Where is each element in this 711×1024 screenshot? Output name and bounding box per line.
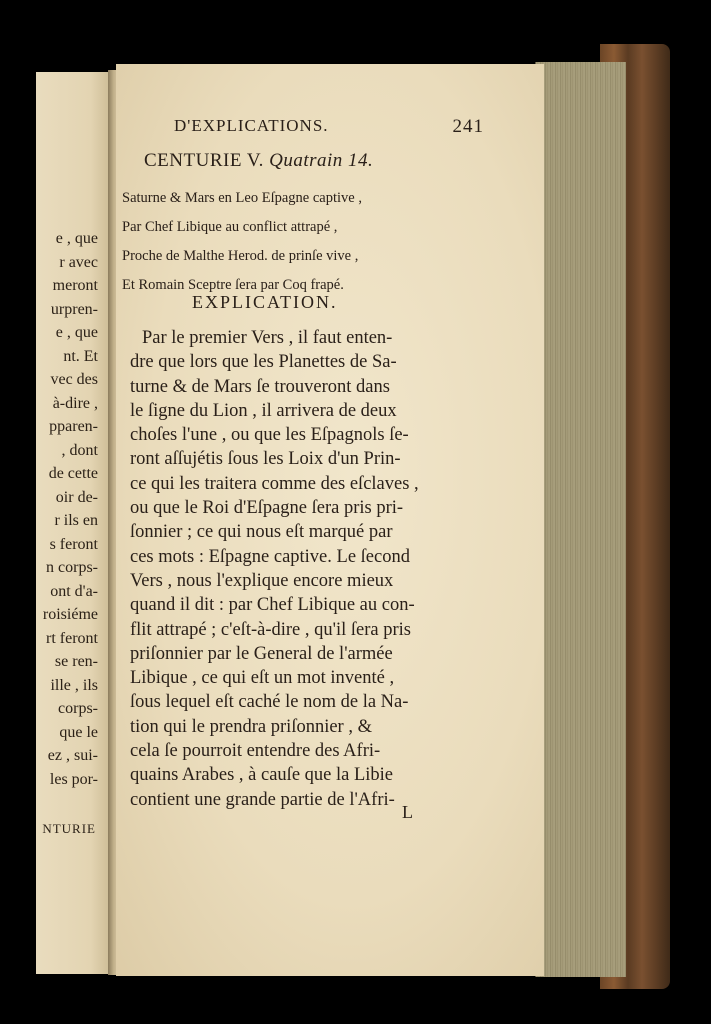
- body-line: Libique , ce qui eſt un mot inventé ,: [130, 668, 395, 689]
- left-page-line: ont d'a-: [50, 582, 98, 600]
- page-number: 241: [452, 116, 484, 137]
- body-line: ſonnier ; ce qui nous eſt marqué par: [130, 522, 393, 543]
- quatrain-label: Quatrain 14.: [269, 150, 374, 171]
- body-line: ſous lequel eſt caché le nom de la Na-: [130, 692, 409, 713]
- verse-line: Proche de Malthe Herod. de prinſe vive ,: [122, 248, 359, 264]
- page-edges: [535, 62, 626, 977]
- left-page-line: de cette: [48, 465, 98, 482]
- centurie-label: CENTURIE V.: [144, 150, 264, 171]
- left-page-line: corps-: [58, 700, 98, 717]
- explication-heading: EXPLICATION.: [192, 292, 338, 312]
- explication-body: [130, 326, 480, 812]
- quatrain-verse: [122, 184, 542, 300]
- left-page-line: , dont: [61, 441, 98, 459]
- quatrain-title: [144, 150, 373, 172]
- verse-line: Par Chef Libique au conflict attrapé ,: [122, 219, 338, 235]
- body-line: contient une grande partie de l'Afri-: [130, 789, 395, 810]
- left-page-text: [36, 227, 114, 791]
- body-line: quains Arabes , à cauſe que la Libie: [130, 765, 394, 786]
- left-page-line: s feront: [49, 535, 98, 553]
- left-page-line: pparen-: [49, 418, 98, 435]
- body-line: ront aſſujétis ſous les Loix d'un Prin-: [130, 449, 401, 470]
- left-page-line: n corps-: [46, 559, 98, 576]
- running-head: [174, 116, 484, 138]
- verse-line: Et Romain Sceptre ſera par Coq frapé.: [122, 277, 344, 293]
- left-page-line: nt. Et: [63, 347, 98, 365]
- left-page: [36, 72, 114, 974]
- running-head-title: D'EXPLICATIONS.: [174, 116, 329, 135]
- body-line: ou que le Roi d'Eſpagne ſera pris pri-: [130, 498, 404, 519]
- left-page-line: urpren-: [50, 300, 98, 318]
- left-page-line: les por-: [49, 770, 98, 788]
- body-line: choſes l'une , ou que les Eſpagnols ſe-: [130, 425, 409, 446]
- left-page-line: oir de-: [55, 488, 98, 506]
- body-line: flit attrapé ; c'eſt-à-dire , qu'il ſera pris: [130, 619, 411, 640]
- body-line: tion qui le prendra priſonnier , &: [130, 716, 372, 737]
- verse-line: Saturne & Mars en Leo Eſpagne captive ,: [122, 190, 362, 206]
- body-line: dre que lors que les Planettes de Sa-: [130, 352, 397, 373]
- left-page-line: vec des: [50, 371, 98, 388]
- left-page-line: meront: [52, 277, 98, 294]
- left-page-line: r ils en: [54, 512, 98, 529]
- right-page: [116, 64, 544, 976]
- body-line: priſonnier par le General de l'armée: [130, 643, 393, 664]
- body-line: Par le premier Vers , il faut enten-: [142, 328, 393, 348]
- left-page-line: se ren-: [54, 653, 98, 670]
- left-page-line: que le: [59, 723, 98, 741]
- body-line: ces mots : Eſpagne captive. Le ſecond: [130, 546, 410, 567]
- body-line: cela ſe pourroit entendre des Afri-: [130, 741, 381, 762]
- catchword: L: [402, 802, 413, 822]
- left-page-line: r avec: [59, 253, 98, 271]
- left-page-line: e , que: [55, 324, 98, 341]
- left-page-line: roisiéme: [42, 606, 98, 623]
- left-page-line: e , que: [55, 230, 98, 247]
- left-page-line: à-dire ,: [52, 394, 98, 412]
- left-page-line: ez , sui-: [47, 747, 98, 764]
- left-page-line: ille , ils: [50, 676, 98, 694]
- left-page-footer: NTURIE: [42, 821, 96, 836]
- body-line: ce qui les traitera comme des eſclaves ,: [130, 473, 419, 494]
- left-page-line: rt feront: [46, 629, 98, 647]
- body-line: le ſigne du Lion , il arrivera de deux: [130, 400, 397, 421]
- body-line: Vers , nous l'explique encore mieux: [130, 570, 394, 591]
- body-line: turne & de Mars ſe trouveront dans: [130, 376, 390, 397]
- body-line: quand il dit : par Chef Libique au con-: [130, 595, 415, 616]
